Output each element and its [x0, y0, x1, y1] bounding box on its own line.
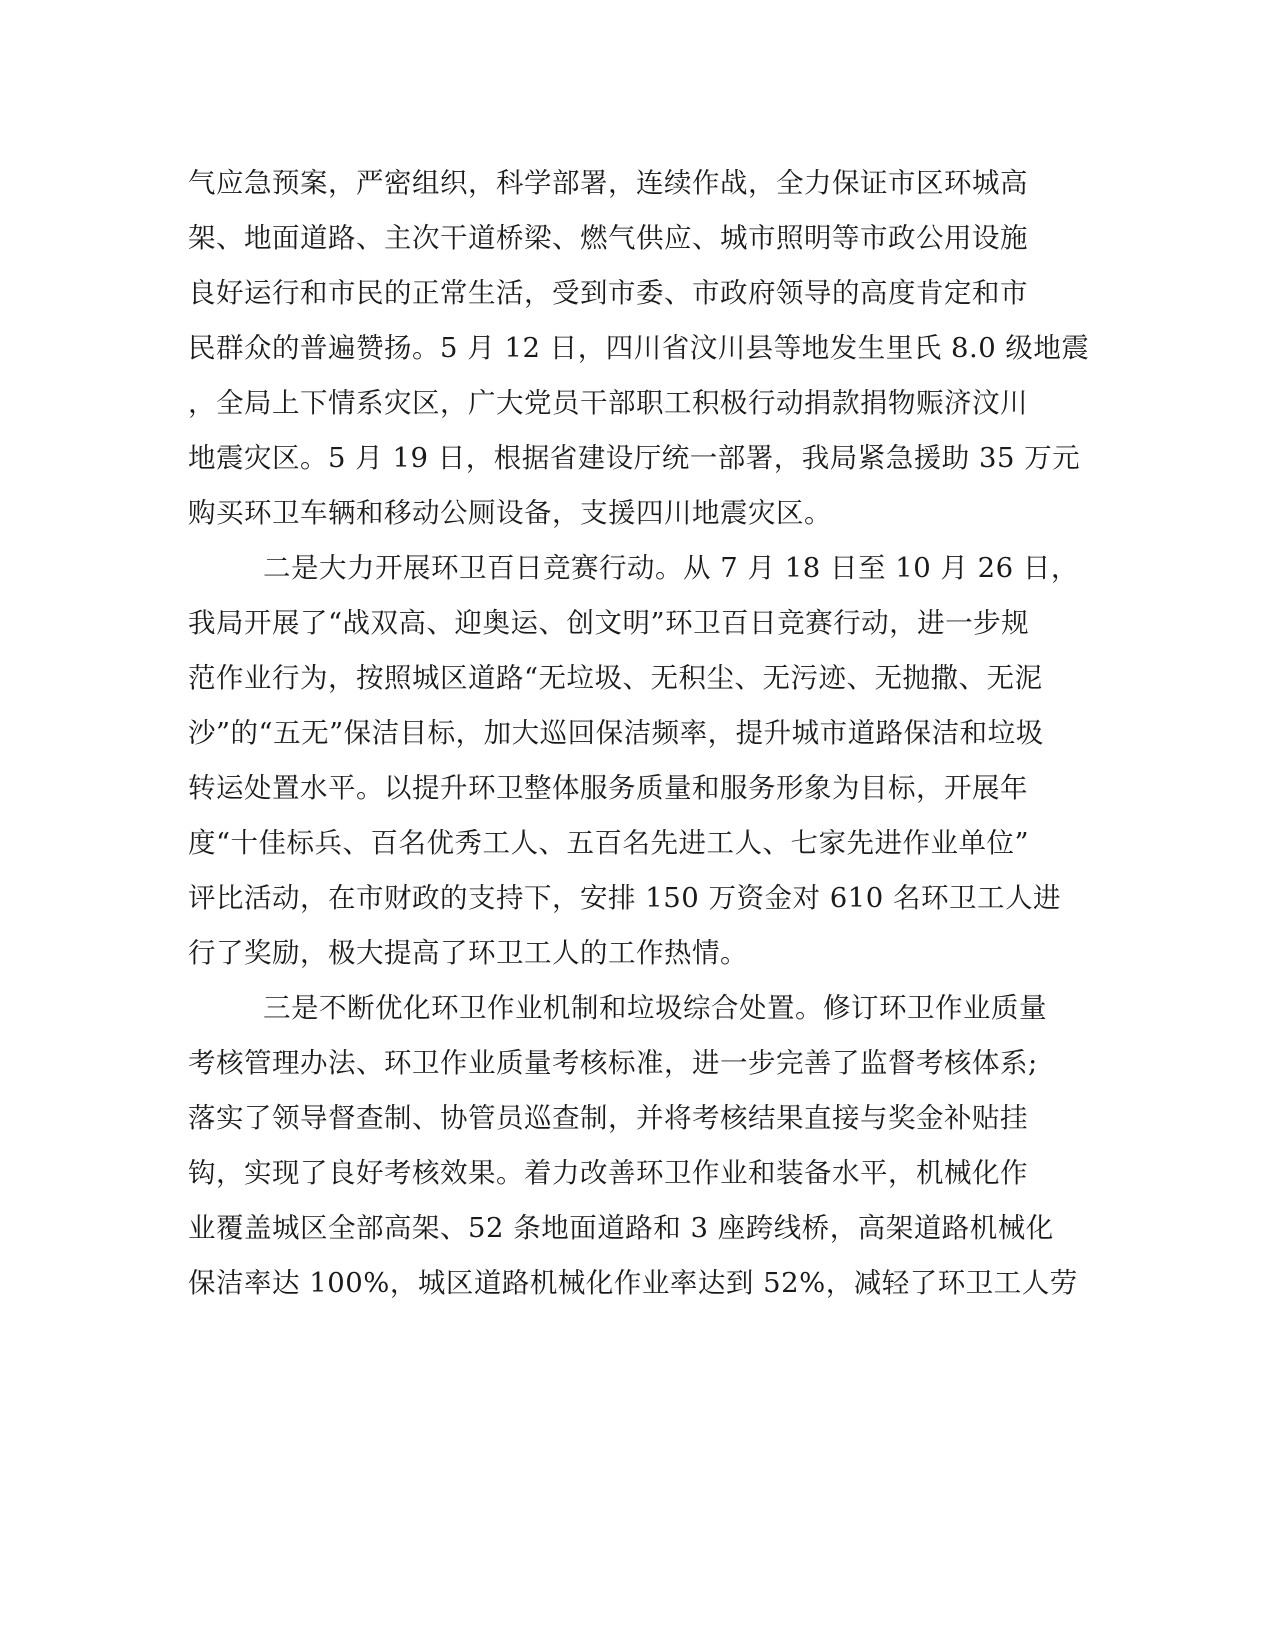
body-text	[188, 156, 1088, 1311]
paragraph-start-line: 三是不断优化环卫作业机制和垃圾综合处置。修订环卫作业质量	[263, 992, 1047, 1024]
text-line: 考核管理办法、环卫作业质量考核标准，进一步完善了监督考核体系;	[188, 1047, 1038, 1079]
text-line: ，全局上下情系灾区，广大党员干部职工积极行动捐款捐物赈济汶川	[188, 387, 1028, 419]
text-line: 业覆盖城区全部高架、52 条地面道路和 3 座跨线桥，高架道路机械化	[188, 1212, 1054, 1244]
text-line: 评比活动，在市财政的支持下，安排 150 万资金对 610 名环卫工人进	[188, 882, 1061, 914]
text-line: 行了奖励，极大提高了环卫工人的工作热情。	[188, 937, 748, 969]
text-line: 我局开展了“战双高、迎奥运、创文明”环卫百日竞赛行动，进一步规	[188, 607, 1030, 639]
text-line: 落实了领导督查制、协管员巡查制，并将考核结果直接与奖金补贴挂	[188, 1102, 1028, 1134]
text-line: 购买环卫车辆和移动公厕设备，支援四川地震灾区。	[188, 497, 832, 529]
text-line: 架、地面道路、主次干道桥梁、燃气供应、城市照明等市政公用设施	[188, 222, 1028, 254]
text-line: 地震灾区。5 月 19 日，根据省建设厅统一部署，我局紧急援助 35 万元	[188, 442, 1081, 474]
paragraph-start-line: 二是大力开展环卫百日竞赛行动。从 7 月 18 日至 10 月 26 日，	[263, 552, 1079, 584]
text-line: 转运处置水平。以提升环卫整体服务质量和服务形象为目标，开展年	[188, 772, 1028, 804]
text-line: 范作业行为，按照城区道路“无垃圾、无积尘、无污迹、无抛撒、无泥	[188, 662, 1043, 694]
text-line: 沙”的“五无”保洁目标，加大巡回保洁频率，提升城市道路保洁和垃圾	[188, 717, 1044, 749]
text-line: 民群众的普遍赞扬。5 月 12 日，四川省汶川县等地发生里氏 8.0 级地震	[188, 332, 1090, 364]
text-line: 气应急预案，严密组织，科学部署，连续作战，全力保证市区环城高	[188, 167, 1028, 199]
text-line: 钩，实现了良好考核效果。着力改善环卫作业和装备水平，机械化作	[188, 1157, 1028, 1189]
text-line: 良好运行和市民的正常生活，受到市委、市政府领导的高度肯定和市	[188, 277, 1028, 309]
text-line: 保洁率达 100%，城区道路机械化作业率达到 52%，减轻了环卫工人劳	[188, 1267, 1078, 1299]
text-line: 度“十佳标兵、百名优秀工人、五百名先进工人、七家先进作业单位”	[188, 827, 1030, 859]
